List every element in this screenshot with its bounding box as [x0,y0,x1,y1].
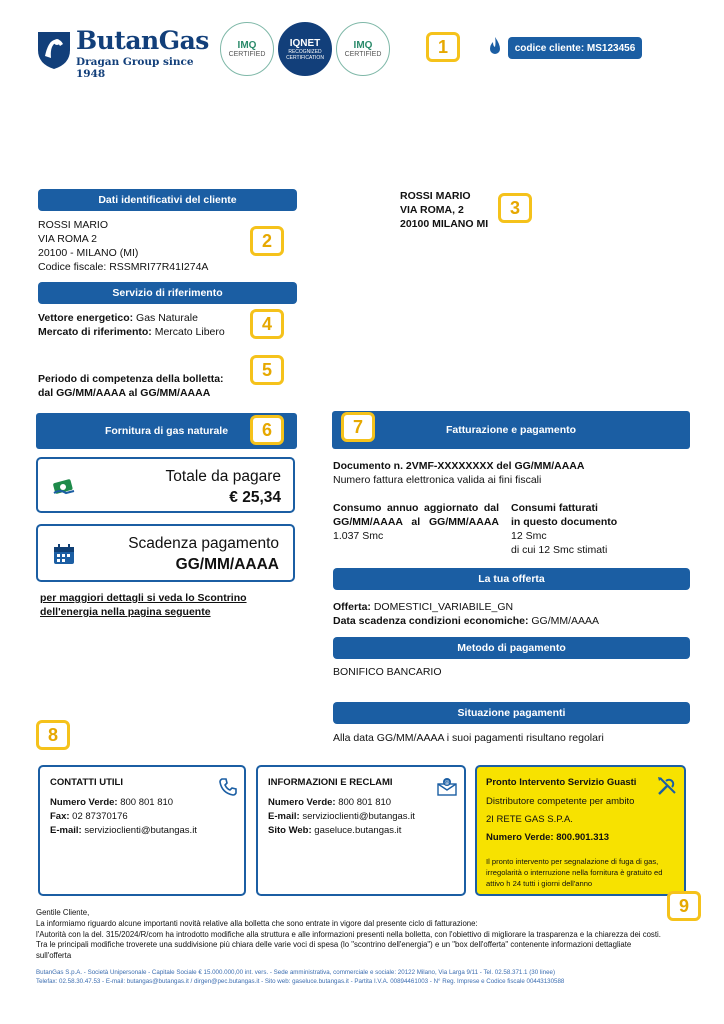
annual-value: 1.037 Smc [333,530,384,542]
claims-email[interactable]: servizioclienti@butangas.it [299,811,415,822]
details-note[interactable]: per maggiori dettagli si veda lo Scontrino dell'energia nella pagina seguente [40,592,247,618]
customer-notice [36,908,666,962]
section-title-offer: La tua offerta [333,568,690,590]
brand-name: ButanGas [76,26,209,55]
money-icon [52,477,76,497]
mail-icon [436,777,458,797]
notice-line-2: l'Autorità con la del. 315/2024/R/com ha introdotto modifiche alla struttura e alle informazioni presenti nella bolletta, con l'obiettivo di migliorare la trasparenza e la chiarezza dei costi. [36,929,661,939]
section-title-payment-status: Situazione pagamenti [333,702,690,724]
section-title-supply: Fornitura di gas naturale [36,413,297,449]
claims-website[interactable]: gaseluce.butangas.it [311,825,402,836]
client-fiscal-code: Codice fiscale: RSSMRI77R41I274A [38,261,209,273]
section-title-service: Servizio di riferimento [38,282,297,304]
notice-greeting: Gentile Cliente, [36,908,90,917]
imq-cert-badge-2: IMQ CERTIFIED [336,22,390,76]
recipient-address: VIA ROMA, 2 [400,204,464,216]
annual-consumption [333,501,499,543]
offer-expiry-value: GG/MM/AAAA [528,615,600,627]
recipient-block [400,189,488,231]
calendar-icon [52,543,76,565]
offer-expiry-label: Data scadenza condizioni economiche: [333,615,529,627]
recipient-city: 20100 MILANO MI [400,218,489,230]
contacts-phone: 800 801 810 [117,797,174,808]
callout-badge-5: 5 [250,355,284,385]
offer-block [333,600,599,628]
callout-badge-7: 7 [341,412,375,442]
total-box [36,457,295,513]
billed-label-2: in questo documento [511,516,618,528]
billed-label-1: Consumi fatturati [511,502,598,514]
claims-title: INFORMAZIONI E RECLAMI [268,777,393,788]
emergency-box [475,765,686,896]
lion-shield-icon [36,28,72,70]
contacts-details: Numero Verde: 800 801 810 Fax: 02 87370176 E-mail: servizioclienti@butangas.it [50,797,197,836]
callout-badge-8: 8 [36,720,70,750]
annual-label-2: GG/MM/AAAA al GG/MM/AAAA [333,516,499,528]
billed-value: 12 Smc [511,530,547,542]
section-title-billing: Fatturazione e pagamento [332,411,690,449]
annual-label-1: Consumo annuo aggiornato dal [333,502,499,514]
distributor-name: 2I RETE GAS S.P.A. [486,814,573,825]
vector-label: Vettore energetico: [38,312,134,324]
footer-line-1: ButanGas S.p.A. - Società Unipersonale - Capitale Sociale € 15.000.000,00 int. vers. - Sede amministrativa, commerciale e sociale: 20122 Milano, Via Larga 9/11 - Tel. 02.58.371.1 (30 linee) [36,969,556,976]
recipient-name: ROSSI MARIO [400,190,471,202]
billed-detail: di cui 12 Smc stimati [511,544,608,556]
claims-details: Numero Verde: 800 801 810 E-mail: servizioclienti@butangas.it Sito Web: gaseluce.butangas.it [268,797,415,836]
phone-icon [218,777,238,797]
vector-value: Gas Naturale [133,312,198,324]
flame-icon [487,36,503,58]
notice-line-3: Tra le principali modifiche troverete una suddivisione più chiara delle varie voci di spesa (lo "scontrino dell'energia") e un "box dell'offerta" contenente informazioni dettagliate sull'offerta [36,940,632,961]
document-info [333,459,584,487]
imq-cert-badge-1: IMQ CERTIFIED [220,22,274,76]
period-label: Periodo di competenza della bolletta: [38,373,224,385]
market-value: Mercato Libero [151,326,225,338]
section-title-client: Dati identificativi del cliente [38,189,297,211]
svg-text:@: @ [444,780,450,786]
offer-label: Offerta: [333,601,371,613]
client-address: VIA ROMA 2 [38,233,97,245]
callout-badge-9: 9 [667,891,701,921]
contacts-box [38,765,246,896]
section-title-payment-method: Metodo di pagamento [333,637,690,659]
service-block [38,311,225,339]
total-value: € 25,34 [229,489,281,506]
iqnet-cert-badge: IQNET RECOGNIZED CERTIFICATION [278,22,332,76]
footer-line-2: Telefax: 02.58.30.47.53 - E-mail: butangas@butangas.it / dirgen@pec.butangas.it - Sito web: gaseluce.butangas.it - Partita I.V.A. 00894461003 - N° Reg. Imprese e Codice fiscale 00443130588 [36,978,565,985]
client-city: 20100 - MILANO (MI) [38,247,139,259]
due-label: Scadenza pagamento [128,535,279,552]
notice-line-1: La informiamo riguardo alcune importanti novità relative alla bolletta che sono entrate in vigore dal presente ciclo di fatturazione: [36,918,478,928]
total-label: Totale da pagare [165,468,281,485]
callout-badge-4: 4 [250,309,284,339]
distributor-label: Distributore competente per ambito [486,796,635,807]
callout-badge-6: 6 [250,415,284,445]
emergency-note: Il pronto intervento per segnalazione di fuga di gas, irregolarità o interruzione nella fornitura è gratuito ed attivo h 24 tutti i giorni dell'anno [486,857,663,888]
claims-phone: 800 801 810 [335,797,392,808]
payment-status-value: Alla data GG/MM/AAAA i suoi pagamenti risultano regolari [333,732,604,744]
company-footer [36,968,696,986]
document-number: Documento n. 2VMF-XXXXXXXX del GG/MM/AAAA [333,460,585,472]
offer-value: DOMESTICI_VARIABILE_GN [370,601,514,613]
brand-logo [36,26,214,80]
document-subtitle: Numero fattura elettronica valida ai fini fiscali [333,474,542,486]
client-name: ROSSI MARIO [38,219,109,231]
billed-consumption [511,501,617,557]
customer-code-badge: codice cliente: MS123456 [508,37,642,59]
callout-badge-3: 3 [498,193,532,223]
callout-badge-2: 2 [250,226,284,256]
due-value: GG/MM/AAAA [175,556,279,573]
due-date-box [36,524,295,582]
billing-period [38,372,224,400]
claims-box [256,765,466,896]
contacts-title: CONTATTI UTILI [50,777,123,788]
contacts-email[interactable]: servizioclienti@butangas.it [81,825,197,836]
contacts-fax: 02 87370176 [69,811,128,822]
tools-icon [656,775,678,797]
period-range: dal GG/MM/AAAA al GG/MM/AAAA [38,387,211,399]
client-block [38,218,208,274]
payment-method-value: BONIFICO BANCARIO [333,666,442,678]
emergency-phone: Numero Verde: 800.901.313 [486,832,610,843]
callout-badge-1: 1 [426,32,460,62]
market-label: Mercato di riferimento: [38,326,152,338]
emergency-title: Pronto Intervento Servizio Guasti [486,777,637,788]
brand-tagline: Dragan Group since 1948 [76,56,194,80]
